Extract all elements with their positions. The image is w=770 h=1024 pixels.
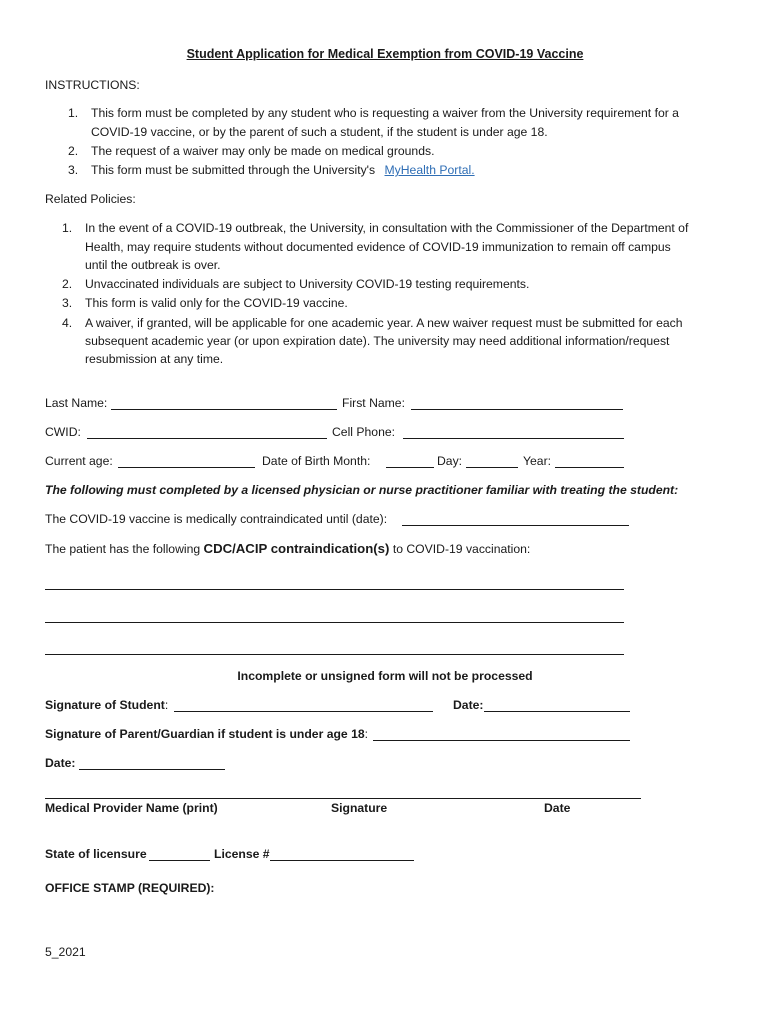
contraindication-prefix: The patient has the following [45, 542, 201, 556]
student-signature-label [45, 696, 168, 714]
contraindicated-until-label: The COVID-19 vaccine is medically contraindicated until (date): [45, 512, 388, 526]
student-date-field[interactable] [484, 711, 630, 712]
policy-text: until the outbreak is over. [85, 258, 221, 272]
instruction-text: The request of a waiver may only be made on medical grounds. [91, 144, 435, 158]
policy-text: A waiver, if granted, will be applicable for one academic year. A new waiver request must be submitted for each [85, 316, 683, 330]
student-signature-field[interactable] [174, 711, 433, 712]
policy-text: In the event of a COVID-19 outbreak, the University, in consultation with the Commissioner of the Department of [85, 221, 689, 235]
state-licensure-field[interactable] [149, 860, 210, 861]
parent-signature-text: Signature of Parent/Guardian if student is under age 18 [45, 727, 365, 741]
policy-text: resubmission at any time. [85, 352, 224, 366]
contraindication-statement [45, 540, 530, 558]
policy-text: subsequent academic year (or upon expiration date). The university may need additional information/request [85, 334, 670, 348]
policy-number: 1. [62, 221, 73, 235]
incomplete-notice: Incomplete or unsigned form will not be processed [237, 669, 533, 683]
provider-name-label: Medical Provider Name (print) [45, 801, 218, 815]
policy-number: 2. [62, 277, 73, 291]
instructions-heading: INSTRUCTIONS: [45, 78, 140, 92]
myhealth-portal-link[interactable]: MyHealth Portal. [384, 163, 475, 177]
current-age-label: Current age: [45, 454, 113, 468]
policy-text: Unvaccinated individuals are subject to University COVID-19 testing requirements. [85, 277, 530, 291]
instruction-number: 2. [68, 144, 79, 158]
cwid-field[interactable] [87, 438, 327, 439]
colon: : [164, 698, 169, 712]
instruction-text: This form must be completed by any student who is requesting a waiver from the University requirement for a [91, 106, 679, 120]
student-signature-text: Signature of Student [45, 698, 165, 712]
dob-day-label: Day: [437, 454, 463, 468]
contraindication-bold: CDC/ACIP contraindication(s) [203, 541, 390, 556]
last-name-field[interactable] [111, 409, 337, 410]
office-stamp-label: OFFICE STAMP (REQUIRED): [45, 881, 215, 895]
dob-day-field[interactable] [466, 467, 518, 468]
instruction-number: 3. [68, 163, 79, 177]
form-version: 5_2021 [45, 945, 86, 959]
first-name-label: First Name: [342, 396, 405, 410]
first-name-field[interactable] [411, 409, 623, 410]
license-number-label: License # [214, 847, 270, 861]
dob-month-label: Date of Birth Month: [262, 454, 371, 468]
license-number-field[interactable] [270, 860, 414, 861]
parent-signature-label [45, 725, 368, 743]
dob-month-field[interactable] [386, 467, 434, 468]
current-age-field[interactable] [118, 467, 255, 468]
contraindicated-until-field[interactable] [402, 525, 629, 526]
contraindication-suffix: to COVID-19 vaccination: [392, 542, 531, 556]
cell-phone-field[interactable] [403, 438, 624, 439]
parent-signature-field[interactable] [373, 740, 630, 741]
cell-phone-label: Cell Phone: [332, 425, 396, 439]
policies-heading: Related Policies: [45, 192, 136, 206]
dob-year-field[interactable] [555, 467, 624, 468]
policy-number: 3. [62, 296, 73, 310]
state-licensure-label: State of licensure [45, 847, 147, 861]
contraindication-line-2[interactable] [45, 622, 624, 623]
instruction-text-prefix: This form must be submitted through the University's [91, 163, 376, 177]
provider-date-label: Date [544, 801, 571, 815]
contraindication-line-1[interactable] [45, 589, 624, 590]
instruction-number: 1. [68, 106, 79, 120]
student-date-label: Date: [453, 698, 484, 712]
form-title: Student Application for Medical Exemption from COVID-19 Vaccine [186, 47, 584, 61]
provider-signature-label: Signature [331, 801, 388, 815]
parent-date-label: Date: [45, 756, 76, 770]
policy-text: This form is valid only for the COVID-19 vaccine. [85, 296, 348, 310]
instruction-text: COVID-19 vaccine, or by the parent of such a student, if the student is under age 18. [91, 125, 548, 139]
parent-date-field[interactable] [79, 769, 225, 770]
instruction-text [91, 161, 475, 179]
cwid-label: CWID: [45, 425, 81, 439]
colon: : [364, 727, 369, 741]
last-name-label: Last Name: [45, 396, 108, 410]
physician-note: The following must completed by a licensed physician or nurse practitioner familiar with treating the student: [45, 483, 679, 497]
dob-year-label: Year: [523, 454, 552, 468]
contraindication-line-3[interactable] [45, 654, 624, 655]
policy-number: 4. [62, 316, 73, 330]
policy-text: Health, may require students without documented evidence of COVID-19 immunization to remain off campus [85, 240, 671, 254]
